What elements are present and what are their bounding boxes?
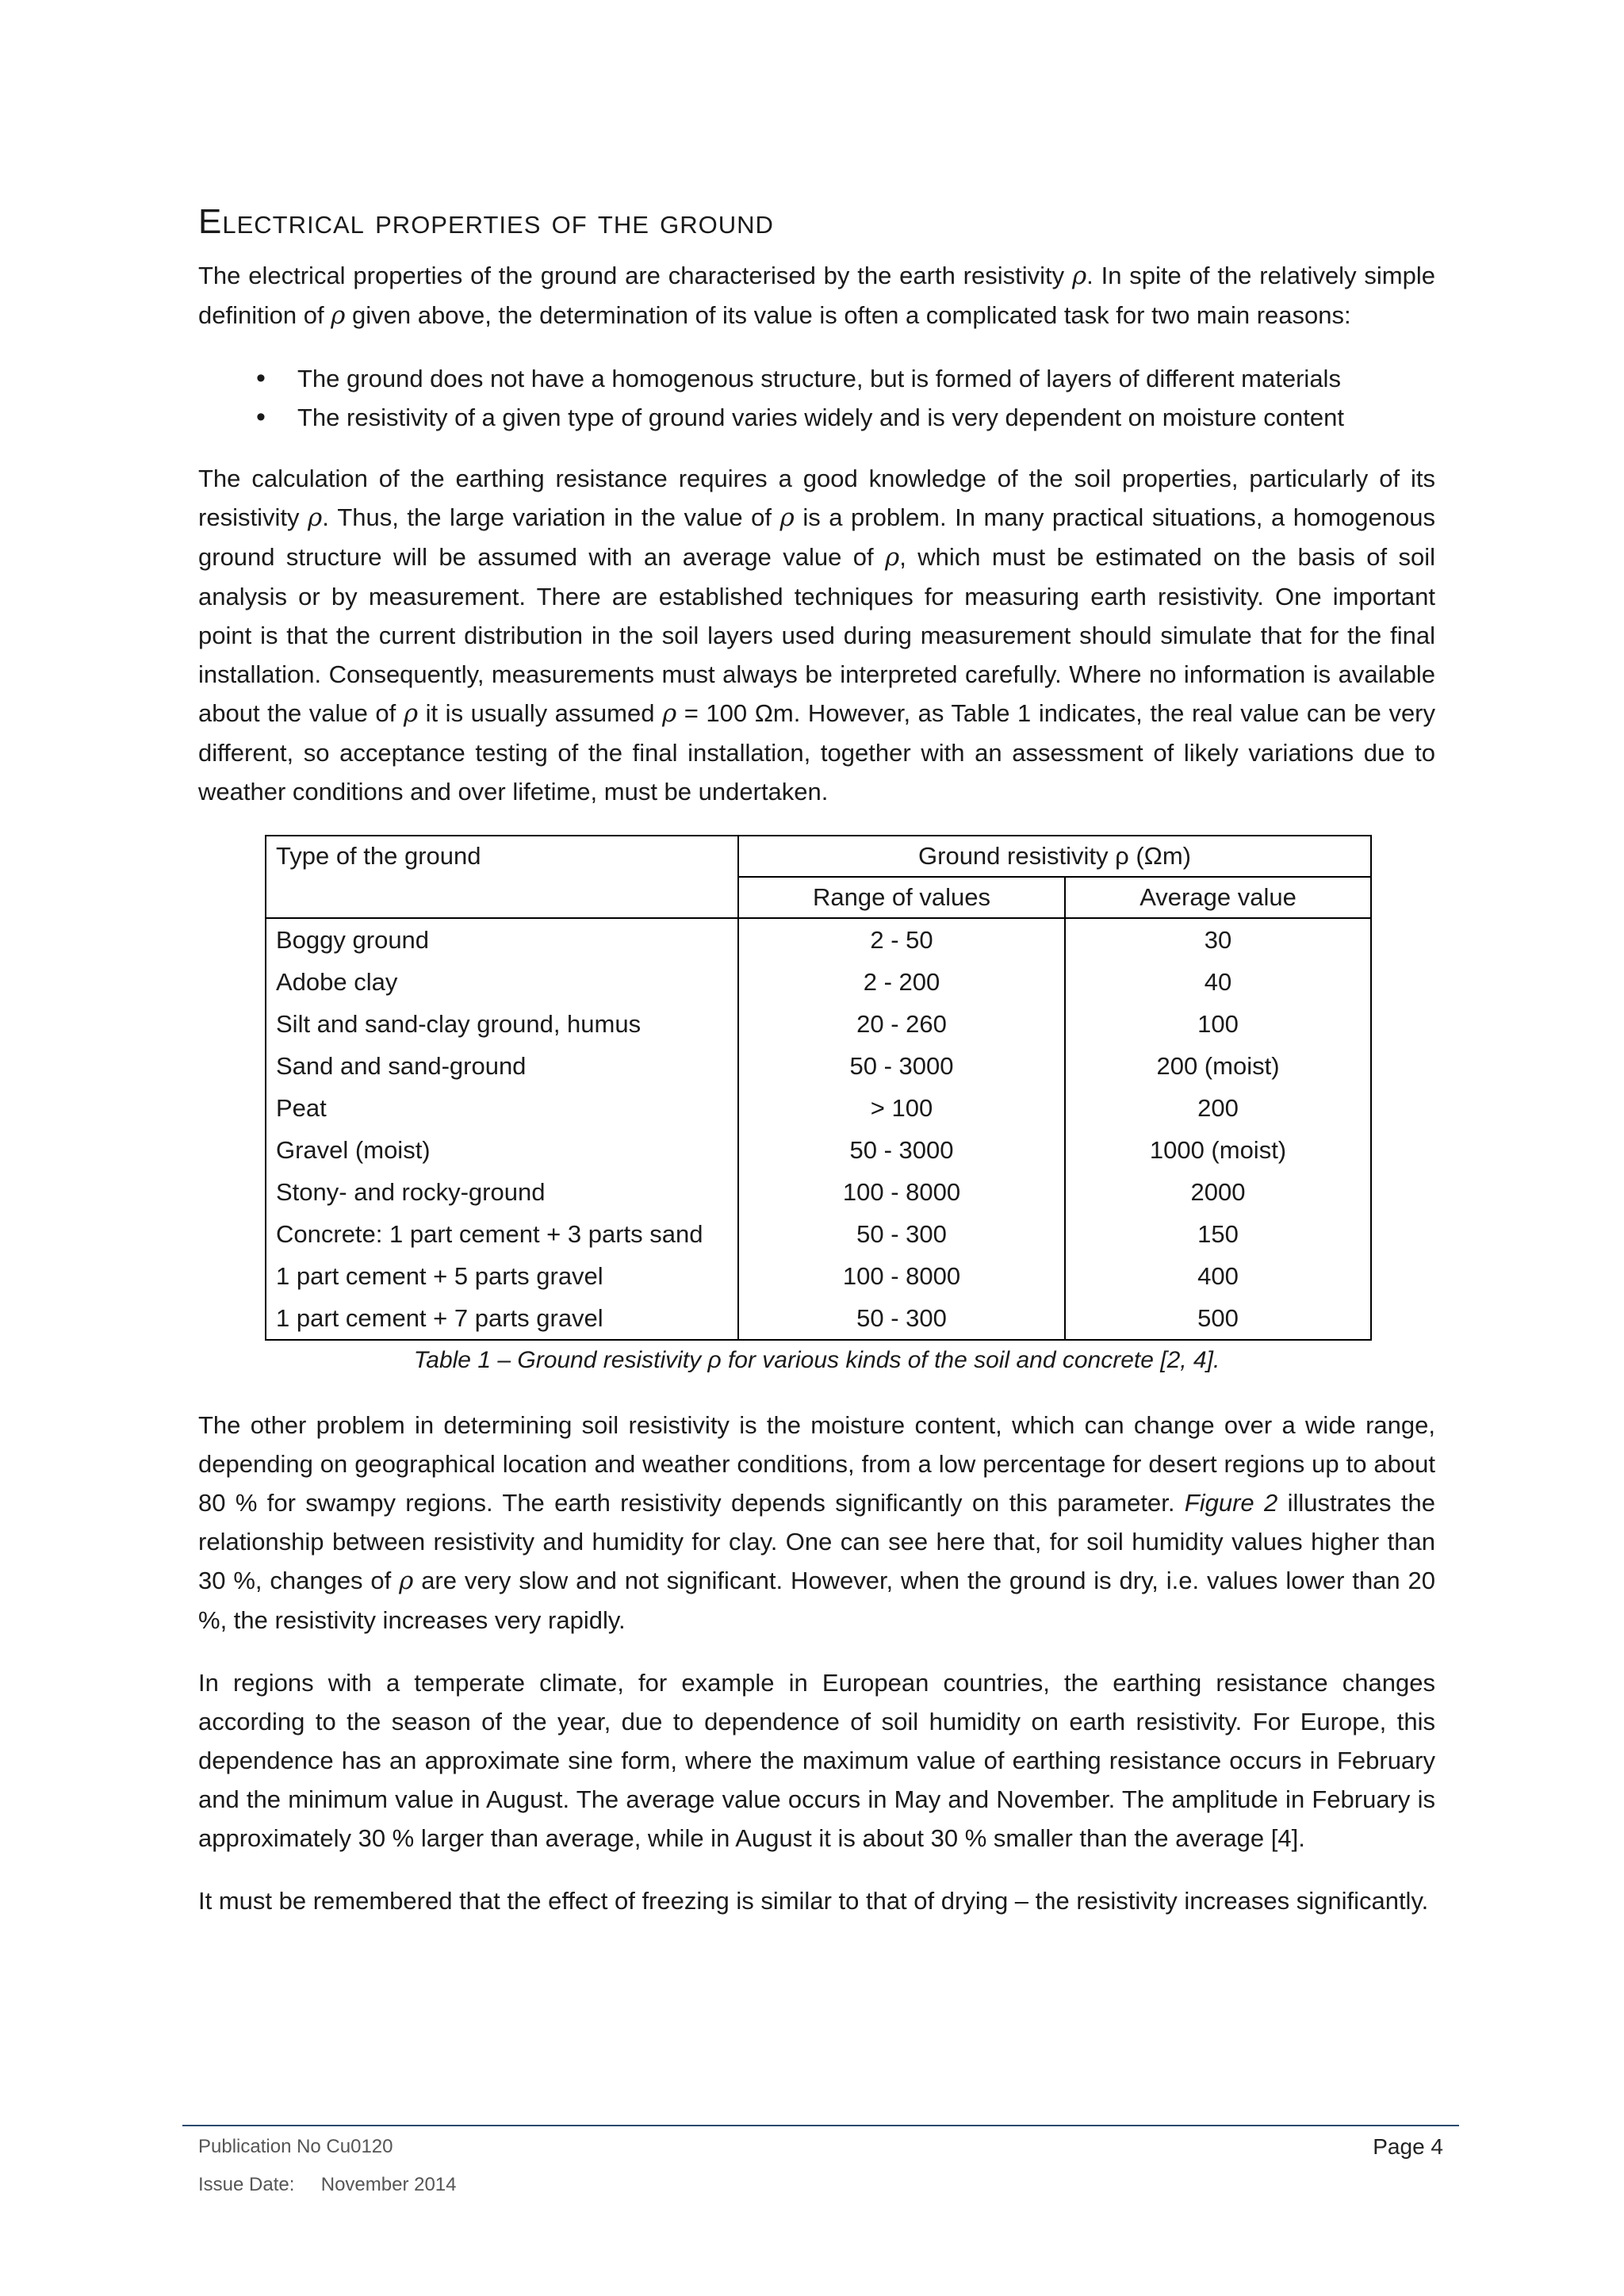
header-type: Type of the ground bbox=[266, 836, 738, 918]
table-body bbox=[266, 918, 1371, 1340]
cell-average: 500 bbox=[1065, 1297, 1371, 1340]
cell-average: 100 bbox=[1065, 1003, 1371, 1045]
cell-average: 40 bbox=[1065, 961, 1371, 1003]
page-footer bbox=[182, 2125, 1459, 2195]
paragraph-2 bbox=[198, 459, 1435, 811]
rho-symbol: ρ bbox=[307, 503, 323, 532]
cell-average: 30 bbox=[1065, 918, 1371, 961]
rho-symbol: ρ bbox=[331, 301, 346, 330]
table-row bbox=[266, 1129, 1371, 1171]
bullet-list bbox=[198, 359, 1435, 437]
table-row bbox=[266, 961, 1371, 1003]
section-heading: Electrical properties of the ground bbox=[198, 202, 774, 241]
cell-average: 200 (moist) bbox=[1065, 1045, 1371, 1087]
cell-type: Silt and sand-clay ground, humus bbox=[266, 1003, 738, 1045]
publication-number: Publication No Cu0120 bbox=[198, 2136, 393, 2157]
cell-type: 1 part cement + 5 parts gravel bbox=[266, 1255, 738, 1297]
cell-range: > 100 bbox=[738, 1087, 1065, 1129]
cell-range: 50 - 300 bbox=[738, 1297, 1065, 1340]
cell-type: Gravel (moist) bbox=[266, 1129, 738, 1171]
rho-symbol: ρ bbox=[884, 543, 900, 572]
rho-symbol: ρ bbox=[779, 503, 795, 532]
text-run: are very slow and not significant. However, when the ground is dry, i.e. values lower than 20 %, the resistivity increases very rapidly. bbox=[198, 1567, 1435, 1634]
paragraph-3 bbox=[198, 1406, 1435, 1640]
table-caption: Table 1 – Ground resistivity ρ for various kinds of the soil and concrete [2, 4]. bbox=[413, 1347, 1220, 1373]
table-row bbox=[266, 918, 1371, 961]
bullet-item: • The ground does not have a homogenous structure, but is formed of layers of different materials bbox=[297, 359, 1435, 398]
table-row bbox=[266, 1003, 1371, 1045]
cell-range: 2 - 50 bbox=[738, 918, 1065, 961]
cell-type: Stony- and rocky-ground bbox=[266, 1171, 738, 1213]
cell-range: 20 - 260 bbox=[738, 1003, 1065, 1045]
rho-symbol: ρ bbox=[399, 1567, 414, 1595]
header-group: Ground resistivity ρ (Ωm) bbox=[738, 836, 1371, 877]
page-number: Page 4 bbox=[1373, 2134, 1443, 2159]
rho-symbol: ρ bbox=[662, 699, 677, 728]
text-run: , which must be estimated on the basis of soil analysis or by measurement. There are established techniques for measuring earth resistivity. One important point is that the current distribution in the soil layers used during measurement should simulate that for the final installation. Consequently, measurements must always be interpreted carefully. Where no information is available about the value of bbox=[198, 543, 1435, 727]
paragraph-4: In regions with a temperate climate, for example in European countries, the earthing resistance changes according to the season of the year, due to dependence of soil humidity on earth resistivity. For Europe, this dependence has an approximate sine form, where the maximum value of earthing resistance occurs in February and the minimum value in August. The average value occurs in May and November. The amplitude in February is approximately 30 % larger than average, while in August it is about 30 % smaller than the average [4]. bbox=[198, 1669, 1435, 1852]
cell-average: 150 bbox=[1065, 1213, 1371, 1255]
cell-range: 100 - 8000 bbox=[738, 1171, 1065, 1213]
text-run: is a problem. In many practical situations, a homogenous ground structure will be assumed with an average value of bbox=[198, 503, 1435, 571]
cell-range: 2 - 200 bbox=[738, 961, 1065, 1003]
cell-average: 1000 (moist) bbox=[1065, 1129, 1371, 1171]
page-content bbox=[198, 202, 1435, 1944]
cell-average: 200 bbox=[1065, 1087, 1371, 1129]
resistivity-table bbox=[265, 835, 1372, 1341]
text-run: . In spite of the relatively simple definition of bbox=[198, 262, 1435, 329]
cell-range: 50 - 300 bbox=[738, 1213, 1065, 1255]
text-run: it is usually assumed bbox=[418, 699, 662, 727]
cell-range: 50 - 3000 bbox=[738, 1045, 1065, 1087]
issue-date: Issue Date: November 2014 bbox=[198, 2174, 457, 2195]
text-run: The calculation of the earthing resistance requires a good knowledge of the soil properties, particularly of its resistivity bbox=[198, 465, 1435, 531]
text-run: illustrates the relationship between resistivity and humidity for clay. One can see here that, for soil humidity values higher than 30 %, changes of bbox=[198, 1489, 1435, 1594]
text-run: The electrical properties of the ground are characterised by the earth resistivity bbox=[198, 262, 1072, 289]
header-range: Range of values bbox=[738, 877, 1065, 918]
table-row bbox=[266, 1213, 1371, 1255]
text-run: given above, the determination of its value is often a complicated task for two main reasons: bbox=[345, 301, 1351, 329]
paragraph-1 bbox=[198, 256, 1435, 335]
table-row bbox=[266, 1087, 1371, 1129]
table-row bbox=[266, 1297, 1371, 1340]
rho-symbol: ρ bbox=[1071, 262, 1087, 290]
table-row bbox=[266, 1255, 1371, 1297]
cell-type: Adobe clay bbox=[266, 961, 738, 1003]
cell-average: 400 bbox=[1065, 1255, 1371, 1297]
cell-range: 100 - 8000 bbox=[738, 1255, 1065, 1297]
cell-average: 2000 bbox=[1065, 1171, 1371, 1213]
cell-range: 50 - 3000 bbox=[738, 1129, 1065, 1171]
cell-type: 1 part cement + 7 parts gravel bbox=[266, 1297, 738, 1340]
figure-reference: Figure 2 bbox=[1184, 1489, 1278, 1517]
cell-type: Boggy ground bbox=[266, 918, 738, 961]
header-average: Average value bbox=[1065, 877, 1371, 918]
cell-type: Sand and sand-ground bbox=[266, 1045, 738, 1087]
rho-symbol: ρ bbox=[403, 699, 419, 728]
table-row bbox=[266, 1045, 1371, 1087]
text-run: The other problem in determining soil resistivity is the moisture content, which can change over a wide range, depending on geographical location and weather conditions, from a low percentage for desert regions up to about 80 % for swampy regions. The earth resistivity depends significantly on this parameter. bbox=[198, 1411, 1435, 1517]
text-run: . Thus, the large variation in the value of bbox=[322, 503, 780, 531]
cell-type: Concrete: 1 part cement + 3 parts sand bbox=[266, 1213, 738, 1255]
paragraph-5: It must be remembered that the effect of freezing is similar to that of drying – the resistivity increases significantly. bbox=[198, 1887, 1429, 1915]
bullet-item: • The resistivity of a given type of ground varies widely and is very dependent on moisture content bbox=[297, 398, 1435, 437]
cell-type: Peat bbox=[266, 1087, 738, 1129]
text-run: = 100 Ωm. However, as Table 1 indicates, the real value can be very different, so acceptance testing of the final installation, together with an assessment of likely variations due to weather conditions and over lifetime, must be undertaken. bbox=[198, 699, 1436, 806]
table-row bbox=[266, 1171, 1371, 1213]
